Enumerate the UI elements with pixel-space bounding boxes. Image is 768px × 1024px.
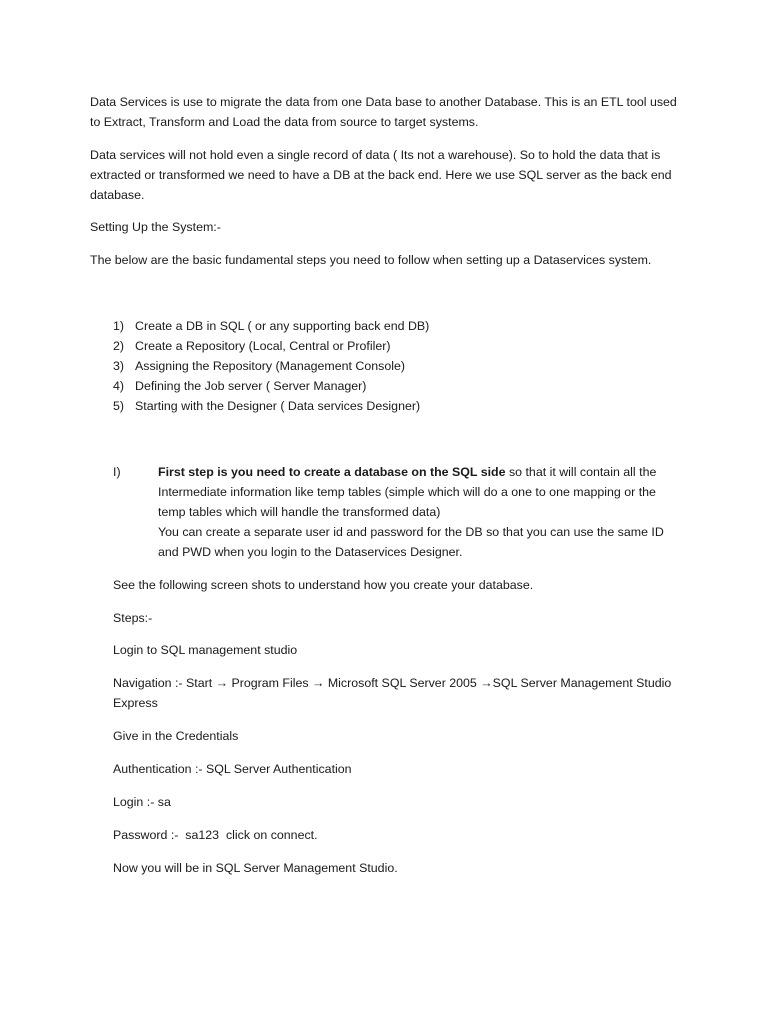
navigation-path <box>113 673 693 713</box>
login-instruction: Login to SQL management studio <box>113 643 298 657</box>
step-one-bold-lead: First step is you need to create a database on the SQL side <box>158 465 506 479</box>
intro-paragraph-2: Data services will not hold even a single record of data ( Its not a warehouse). So to hold the data that is extracted or transformed we need to have a DB at the back end. Here we use SQL server as the back end database. <box>90 148 675 202</box>
list-item <box>113 356 673 376</box>
arrow-right-icon: → <box>312 676 325 690</box>
list-item-text: Assigning the Repository (Management Console) <box>135 359 405 373</box>
login-text: Login :- sa <box>113 795 171 809</box>
navigation-program-files: Program Files <box>228 676 313 690</box>
step-one-paragraph <box>158 462 683 522</box>
step-one-body <box>158 462 683 562</box>
steps-heading: Steps:- <box>113 611 153 625</box>
intro-paragraph-1: Data Services is use to migrate the data from one Data base to another Database. This is an ETL tool used to Extract, Transform and Load the data from source to target systems. <box>90 95 681 129</box>
list-item-text: Create a DB in SQL ( or any supporting back end DB) <box>135 319 430 333</box>
list-item-text: Create a Repository (Local, Central or Profiler) <box>135 339 391 353</box>
setting-up-heading: Setting Up the System:- <box>90 220 221 234</box>
intro-paragraph-3: The below are the basic fundamental steps you need to follow when setting up a Dataservices system. <box>90 253 652 267</box>
step-one-rest: so that it will contain all the Intermediate information like temp tables (simple which will do a one to one mapping or the temp tables which will handle the transformed data) <box>158 465 657 519</box>
list-item <box>113 336 673 356</box>
authentication-text: Authentication :- SQL Server Authentication <box>113 762 352 776</box>
navigation-management-studio: SQL Server Management Studio Express <box>113 676 675 710</box>
now-text: Now you will be in SQL Server Management Studio. <box>113 861 398 875</box>
list-item <box>113 376 673 396</box>
see-following-text: See the following screen shots to understand how you create your database. <box>113 578 534 592</box>
list-item-text: Starting with the Designer ( Data services Designer) <box>135 399 421 413</box>
setup-steps-list <box>113 316 673 416</box>
password-text: Password :- sa123 click on connect. <box>113 828 318 842</box>
list-item-number: 5) <box>113 399 125 413</box>
arrow-right-icon: → <box>215 676 229 690</box>
credentials-text: Give in the Credentials <box>113 729 239 743</box>
list-item <box>113 396 673 416</box>
list-item-number: 3) <box>113 359 125 373</box>
arrow-right-icon: → <box>480 676 493 690</box>
navigation-sql-server: Microsoft SQL Server 2005 <box>324 676 481 690</box>
list-item-number: 1) <box>113 319 125 333</box>
list-item-number: 4) <box>113 379 125 393</box>
list-item-text: Defining the Job server ( Server Manager) <box>135 379 367 393</box>
step-one-second-paragraph: You can create a separate user id and password for the DB so that you can use the same ID and PWD when you login to the Dataservices Designer. <box>158 525 664 559</box>
step-one-marker: I) <box>113 465 121 479</box>
list-item <box>113 316 673 336</box>
navigation-prefix: Navigation :- Start <box>113 676 216 690</box>
list-item-number: 2) <box>113 339 125 353</box>
